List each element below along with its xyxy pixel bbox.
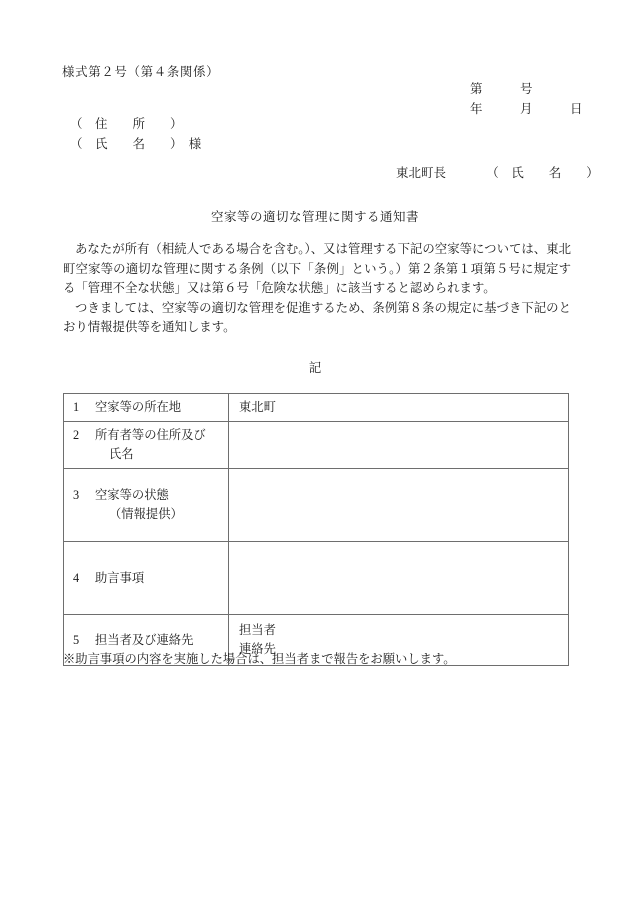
addressee-address-field: （ 住 所 ） [70, 117, 183, 131]
footnote: ※助言事項の内容を実施した場合は、担当者まで報告をお願いします。 [63, 652, 456, 666]
body-paragraph-1: あなたが所有（相続人である場合を含む。）、又は管理する下記の空家等については、東北町空家等の適切な管理に関する条例（以下「条例」という。）第２条第１項第５号に規定する「管理不全な状態」又は第６号「危険な状態」に該当すると認められます。 [63, 242, 571, 296]
notice-details-table [63, 393, 569, 666]
page-title: 空家等の適切な管理に関する通知書 [210, 210, 419, 224]
document-date-line: 年 月 日 [470, 102, 583, 116]
row-value-line-2: 連絡先 [239, 642, 276, 656]
row-number: 1 [73, 400, 80, 414]
row-number: 4 [73, 570, 80, 585]
row-label-sub: 氏名 [109, 447, 134, 461]
table-row-label [64, 422, 229, 469]
table-row [64, 542, 569, 615]
row-value-line-1: 担当者 [239, 623, 276, 637]
addressee-name-field: （ 氏 名 ） 様 [70, 137, 202, 151]
body-paragraph-2: つきましては、空家等の適切な管理を促進するため、条例第８条の規定に基づき下記のとおり情報提供等を通知します。 [63, 300, 571, 335]
table-row-value[interactable] [229, 422, 569, 469]
row-number: 2 [73, 428, 80, 442]
table-row [64, 469, 569, 542]
document-number-line: 第 号 [470, 82, 533, 96]
table-row-value[interactable] [229, 394, 569, 422]
row-label-main: 空家等の所在地 [95, 400, 182, 414]
document-number-date-block [470, 79, 583, 119]
addressee-block [70, 114, 201, 154]
ki-marker: 記 [308, 361, 322, 375]
body-text [63, 240, 571, 338]
sender-block [396, 163, 599, 181]
row-label-main: 助言事項 [95, 570, 145, 585]
row-value-line-1: 東北町 [239, 400, 276, 414]
form-number: 様式第２号（第４条関係） [62, 65, 220, 79]
row-label-main: 所有者等の住所及び [95, 428, 206, 442]
table-row-value[interactable] [229, 542, 569, 615]
sender-name-field: （ 氏 名 ） [486, 166, 599, 180]
table-row [64, 422, 569, 469]
sender-title: 東北町長 [396, 166, 447, 180]
table-row-label [64, 542, 229, 615]
table-row-value[interactable] [229, 469, 569, 542]
table-row-label [64, 469, 229, 542]
row-label-main: 空家等の状態 [95, 488, 169, 502]
row-number: 5 [73, 632, 80, 647]
table-row-label [64, 394, 229, 422]
table-row [64, 394, 569, 422]
row-number: 3 [73, 488, 80, 502]
row-label-main: 担当者及び連絡先 [95, 632, 194, 647]
row-label-sub: （情報提供） [109, 507, 183, 521]
